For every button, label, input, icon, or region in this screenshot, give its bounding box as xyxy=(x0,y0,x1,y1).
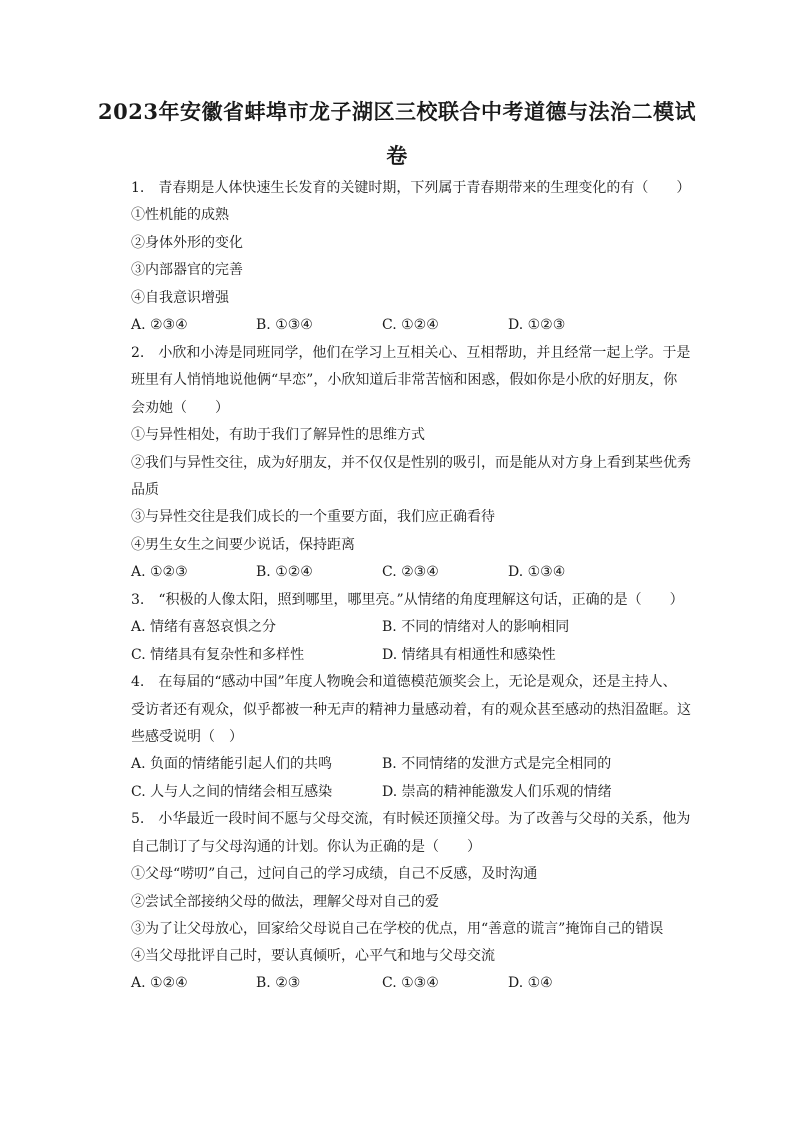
question-4-stem: 4. 在每届的“感动中国”年度人物晚会和道德模范颁奖会上，无论是观众，还是主持人、 xyxy=(131,674,677,690)
question-4-option-a: A. 负面的情绪能引起人们的共鸣 xyxy=(131,756,333,772)
question-2-stem: 班里有人悄悄地说他俩“早恋”，小欣知道后非常苦恼和困惑，假如你是小欣的好朋友，你 xyxy=(131,372,678,388)
question-2-option-d: D. ①③④ xyxy=(508,564,566,580)
question-2-stem: 会劝她（ ） xyxy=(131,400,229,416)
question-1-option-b: B. ①③④ xyxy=(256,317,313,333)
question-1-option-c: C. ①②④ xyxy=(382,317,439,333)
question-5-option-d: D. ①④ xyxy=(508,975,553,991)
question-5-option-c: C. ①③④ xyxy=(382,975,439,991)
question-5-option-a: A. ①②④ xyxy=(131,975,188,991)
question-2-option-c: C. ②③④ xyxy=(382,564,439,580)
question-1-item: ②身体外形的变化 xyxy=(131,235,243,251)
question-1-item: ③内部器官的完善 xyxy=(131,262,243,278)
question-5-stem: 自己制订了与父母沟通的计划。你认为正确的是（ ） xyxy=(131,839,481,855)
question-3-option-a: A. 情绪有喜怒哀惧之分 xyxy=(131,619,277,635)
question-5-item: ②尝试全部接纳父母的做法，理解父母对自己的爱 xyxy=(131,894,439,910)
question-2-item: ①与异性相处，有助于我们了解异性的思维方式 xyxy=(131,427,425,443)
question-2-item: ③与异性交往是我们成长的一个重要方面，我们应正确看待 xyxy=(131,509,495,525)
question-1-option-d: D. ①②③ xyxy=(508,317,566,333)
question-1-stem: 1. 青春期是人体快速生长发育的关键时期，下列属于青春期带来的生理变化的有（ ） xyxy=(131,180,691,196)
question-2-stem: 2. 小欣和小涛是同班同学，他们在学习上互相关心、互相帮助，并且经常一起上学。于是 xyxy=(131,345,691,361)
question-2-option-a: A. ①②③ xyxy=(131,564,188,580)
question-2-item: ④男生女生之间要少说话，保持距离 xyxy=(131,537,355,553)
question-3-option-b: B. 不同的情绪对人的影响相同 xyxy=(382,619,570,635)
question-5-option-b: B. ②③ xyxy=(256,975,301,991)
question-2-item: 品质 xyxy=(131,482,159,498)
question-3-stem: 3. “积极的人像太阳，照到哪里，哪里亮。”从情绪的角度理解这句话，正确的是（ ） xyxy=(131,592,684,608)
page-title-line-2: 卷 xyxy=(386,143,408,168)
question-5-stem: 5. 小华最近一段时间不愿与父母交流，有时候还顶撞父母。为了改善与父母的关系，他为 xyxy=(131,811,691,827)
question-3-option-c: C. 情绪具有复杂性和多样性 xyxy=(131,647,305,663)
question-2-item: ②我们与异性交往，成为好朋友，并不仅仅是性别的吸引，而是能从对方身上看到某些优秀 xyxy=(131,455,691,471)
page-title-line-1: 2023年安徽省蚌埠市龙子湖区三校联合中考道德与法治二模试 xyxy=(98,99,696,124)
question-4-option-c: C. 人与人之间的情绪会相互感染 xyxy=(131,784,333,800)
question-5-item: ①父母“唠叨”自己，过问自己的学习成绩，自己不反感，及时沟通 xyxy=(131,866,538,882)
question-4-stem: 些感受说明（ ） xyxy=(131,729,243,745)
question-4-stem: 受访者还有观众，似乎都被一种无声的精神力量感动着，有的观众甚至感动的热泪盈眶。这 xyxy=(131,702,691,718)
question-1-item: ①性机能的成熟 xyxy=(131,207,229,223)
question-3-option-d: D. 情绪具有相通性和感染性 xyxy=(382,647,556,663)
question-1-item: ④自我意识增强 xyxy=(131,290,229,306)
question-2-option-b: B. ①②④ xyxy=(256,564,313,580)
question-5-item: ④当父母批评自己时，要认真倾听，心平气和地与父母交流 xyxy=(131,948,495,964)
question-5-item: ③为了让父母放心，回家给父母说自己在学校的优点，用“善意的谎言”掩饰自己的错误 xyxy=(131,921,664,937)
question-4-option-d: D. 崇高的精神能激发人们乐观的情绪 xyxy=(382,784,612,800)
question-1-option-a: A. ②③④ xyxy=(131,317,188,333)
question-4-option-b: B. 不同情绪的发泄方式是完全相同的 xyxy=(382,756,612,772)
